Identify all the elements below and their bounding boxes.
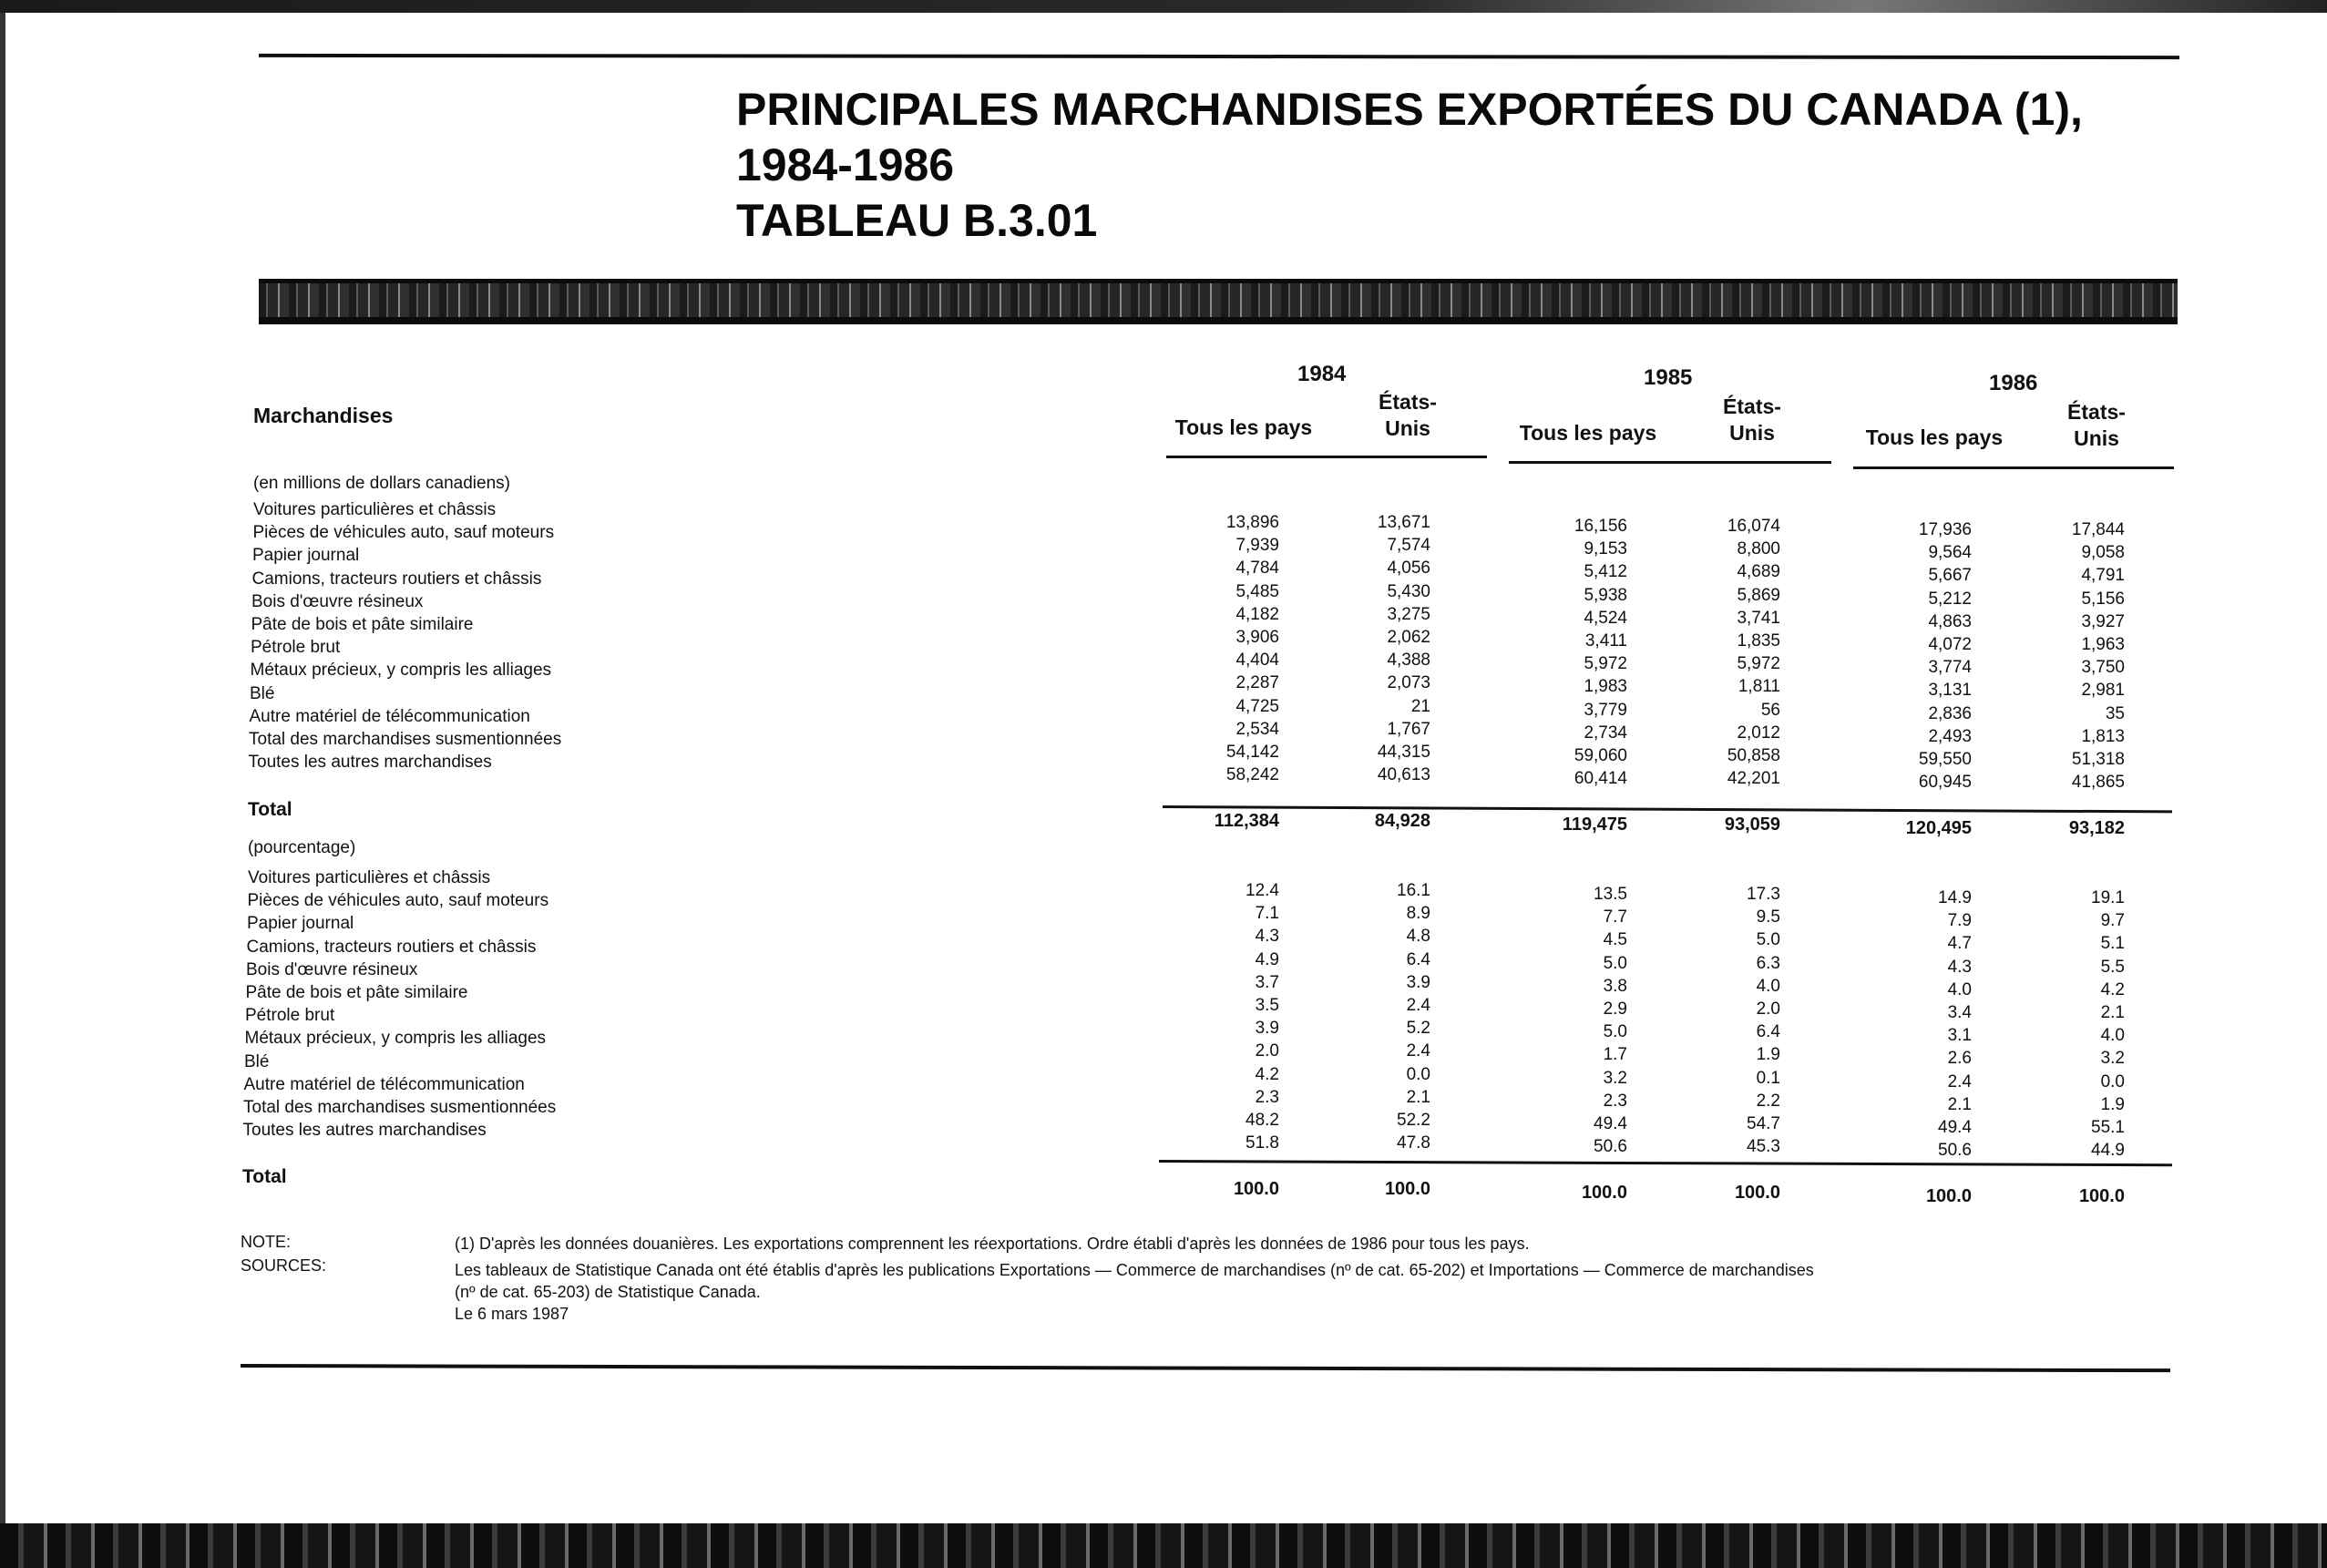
percent-cell: 2.0 <box>1255 1041 1279 1061</box>
value-cell: 2,062 <box>1387 628 1430 647</box>
col-header-us-1984 <box>1358 389 1458 442</box>
value-cell: 2,493 <box>1928 726 1972 746</box>
value-cell: 1,835 <box>1737 631 1780 651</box>
percent-cell: 2.3 <box>1603 1091 1627 1111</box>
percent-cell: 3.9 <box>1255 1019 1279 1039</box>
percent-cell: 2.6 <box>1947 1049 1972 1069</box>
value-row-label: Pièces de véhicules auto, sauf moteurs <box>252 523 555 543</box>
percent-cell: 49.4 <box>1594 1114 1627 1133</box>
percent-cell: 4.3 <box>1947 957 1972 977</box>
percent-row-label: Camions, tracteurs routiers et châssis <box>246 937 537 957</box>
value-cell: 59,550 <box>1918 750 1972 769</box>
value-cell: 5,156 <box>2081 589 2125 609</box>
value-cell: 1,767 <box>1387 719 1430 739</box>
percent-cell: 2.4 <box>1947 1071 1972 1091</box>
value-cell: 5,412 <box>1584 562 1627 582</box>
value-cell: 13,896 <box>1225 513 1279 532</box>
percent-total-label: Total <box>242 1166 287 1187</box>
percent-cell: 2.1 <box>1406 1087 1430 1107</box>
percent-cell: 12.4 <box>1246 881 1279 900</box>
value-cell: 5,667 <box>1928 566 1972 586</box>
value-unit-label: (en millions de dollars canadiens) <box>253 474 510 493</box>
percent-cell: 3.8 <box>1603 976 1627 996</box>
col-header-us-text: États-Unis <box>1723 395 1781 445</box>
scan-edge-top <box>0 0 2327 13</box>
sources-line-1: Les tableaux de Statistique Canada ont été établis d'après les publications Exportations — Commerce de marchandises (nº de cat. 65-202) et Importations — Commerce de marchandises <box>455 1261 1814 1279</box>
header-underline-1985 <box>1509 461 1831 464</box>
value-total-rule <box>1163 805 2172 813</box>
percent-cell: 6.4 <box>1406 949 1430 969</box>
value-cell: 13,671 <box>1377 513 1430 532</box>
percent-cell: 4.5 <box>1603 930 1627 950</box>
value-total-label: Total <box>248 799 292 820</box>
value-total-cell: 93,059 <box>1724 815 1780 835</box>
note-text: (1) D'après les données douanières. Les exportations comprennent les réexportations. Ordre établi d'après les données de 1986 pour tous les pays. <box>455 1235 1530 1253</box>
year-1984: 1984 <box>1297 362 1347 386</box>
value-cell: 9,058 <box>2081 543 2125 563</box>
percent-row-label: Métaux précieux, y compris les alliages <box>244 1029 547 1049</box>
col-header-us-text: États-Unis <box>1379 390 1437 440</box>
percent-cell: 3.5 <box>1255 996 1279 1015</box>
percent-row-label: Autre matériel de télécommunication <box>243 1074 525 1094</box>
percent-row-label: Papier journal <box>247 914 354 934</box>
value-cell: 2,073 <box>1387 673 1430 693</box>
percent-cell: 44.9 <box>2091 1141 2125 1161</box>
value-cell: 41,865 <box>2071 773 2125 793</box>
value-cell: 3,411 <box>1584 631 1627 651</box>
bottom-rule <box>241 1364 2170 1372</box>
value-cell: 3,741 <box>1737 608 1780 628</box>
value-cell: 3,750 <box>2081 658 2125 678</box>
top-rule <box>259 54 2179 59</box>
value-cell: 4,784 <box>1235 559 1279 579</box>
percent-cell: 5.0 <box>1756 930 1780 950</box>
percent-cell: 0.0 <box>1406 1064 1430 1084</box>
value-cell: 35 <box>2105 703 2125 723</box>
value-cell: 4,404 <box>1235 651 1279 671</box>
value-cell: 17,844 <box>2071 520 2125 539</box>
percent-cell: 2.0 <box>1756 999 1780 1019</box>
value-cell: 3,779 <box>1584 700 1627 720</box>
percent-cell: 4.0 <box>1947 979 1972 999</box>
percent-cell: 2.1 <box>1947 1094 1972 1114</box>
value-cell: 4,182 <box>1235 604 1279 624</box>
percent-cell: 47.8 <box>1397 1133 1430 1153</box>
percent-cell: 5.1 <box>2100 934 2125 954</box>
percent-cell: 17.3 <box>1747 885 1780 904</box>
value-cell: 9,153 <box>1584 539 1627 559</box>
value-cell: 16,156 <box>1574 517 1627 536</box>
value-cell: 2,981 <box>2081 681 2125 701</box>
scan-edge-left <box>0 13 5 1525</box>
percent-cell: 45.3 <box>1747 1137 1780 1157</box>
value-cell: 60,945 <box>1918 773 1972 793</box>
value-row-label: Pâte de bois et pâte similaire <box>251 615 474 634</box>
header-underline-1984 <box>1166 456 1487 458</box>
percent-cell: 19.1 <box>2091 888 2125 907</box>
value-cell: 44,315 <box>1377 743 1430 762</box>
page-title <box>736 82 2103 249</box>
col-header-all-1984: Tous les pays <box>1174 415 1313 439</box>
percent-cell: 50.6 <box>1594 1137 1627 1157</box>
title-line-2: 1984-1986 <box>736 139 955 190</box>
title-line-3: TABLEAU B.3.01 <box>736 195 1098 246</box>
header-underline-1986 <box>1853 466 2174 469</box>
value-row-label: Voitures particulières et châssis <box>253 500 497 519</box>
value-cell: 17,936 <box>1918 520 1972 539</box>
value-cell: 1,983 <box>1584 677 1627 697</box>
percent-cell: 5.5 <box>2100 957 2125 977</box>
col-header-all-1986: Tous les pays <box>1865 425 2004 449</box>
col-header-all-1985: Tous les pays <box>1519 421 1657 445</box>
value-row-label: Métaux précieux, y compris les alliages <box>250 661 552 681</box>
percent-cell: 3.7 <box>1255 972 1279 992</box>
percent-cell: 55.1 <box>2091 1118 2125 1137</box>
percent-cell: 4.8 <box>1406 927 1430 947</box>
percent-cell: 5.0 <box>1603 1022 1627 1042</box>
percent-cell: 1.9 <box>2100 1094 2125 1114</box>
percent-cell: 52.2 <box>1397 1111 1430 1130</box>
value-cell: 8,800 <box>1737 539 1780 559</box>
publication-date: Le 6 mars 1987 <box>455 1305 569 1323</box>
percent-cell: 14.9 <box>1938 888 1972 907</box>
year-1986: 1986 <box>1989 371 2038 395</box>
percent-cell: 7.9 <box>1947 911 1972 931</box>
percent-cell: 6.4 <box>1756 1022 1780 1042</box>
value-cell: 2,534 <box>1235 719 1279 739</box>
percent-cell: 2.3 <box>1255 1087 1279 1107</box>
percent-row-label: Bois d'œuvre résineux <box>246 959 418 979</box>
value-cell: 5,430 <box>1387 581 1430 601</box>
percent-cell: 5.2 <box>1406 1019 1430 1039</box>
percent-cell: 2.4 <box>1406 1041 1430 1061</box>
percent-cell: 4.2 <box>1255 1064 1279 1084</box>
percent-total-cell: 100.0 <box>1233 1179 1279 1199</box>
value-cell: 21 <box>1410 696 1430 716</box>
percent-cell: 3.2 <box>2100 1049 2125 1069</box>
percent-cell: 8.9 <box>1406 904 1430 924</box>
percent-cell: 6.3 <box>1756 953 1780 973</box>
value-cell: 4,072 <box>1928 635 1972 654</box>
scan-edge-bottom <box>0 1523 2327 1568</box>
percent-cell: 4.9 <box>1255 949 1279 969</box>
value-cell: 60,414 <box>1574 769 1627 789</box>
value-cell: 42,201 <box>1727 769 1780 789</box>
value-total-cell: 120,495 <box>1905 818 1972 838</box>
col-header-us-1986 <box>2046 399 2147 452</box>
value-cell: 4,524 <box>1584 608 1627 628</box>
percent-row-label: Pétrole brut <box>245 1006 335 1026</box>
value-cell: 9,564 <box>1928 543 1972 563</box>
value-cell: 4,388 <box>1387 651 1430 671</box>
percent-row-label: Pâte de bois et pâte similaire <box>245 983 468 1002</box>
value-row-label: Bois d'œuvre résineux <box>251 591 424 611</box>
value-cell: 2,836 <box>1928 703 1972 723</box>
percent-cell: 48.2 <box>1246 1111 1279 1130</box>
value-cell: 3,927 <box>2081 611 2125 631</box>
percent-total-cell: 100.0 <box>2078 1186 2125 1206</box>
percent-cell: 4.0 <box>2100 1026 2125 1046</box>
value-cell: 1,963 <box>2081 635 2125 654</box>
percent-cell: 13.5 <box>1594 885 1627 904</box>
value-cell: 1,813 <box>2081 726 2125 746</box>
value-cell: 7,939 <box>1235 536 1279 556</box>
percent-cell: 51.8 <box>1246 1133 1279 1153</box>
value-cell: 54,142 <box>1225 743 1279 762</box>
note-label: NOTE: <box>241 1233 292 1251</box>
value-cell: 4,725 <box>1235 696 1279 716</box>
value-cell: 40,613 <box>1377 765 1430 785</box>
value-cell: 7,574 <box>1387 536 1430 556</box>
percent-cell: 2.9 <box>1603 999 1627 1019</box>
value-cell: 5,938 <box>1584 585 1627 605</box>
percent-cell: 4.2 <box>2100 979 2125 999</box>
decorative-banner <box>259 279 2178 324</box>
value-cell: 5,485 <box>1235 581 1279 601</box>
percent-row-label: Toutes les autres marchandises <box>242 1121 487 1141</box>
percent-cell: 49.4 <box>1938 1118 1972 1137</box>
value-row-label: Pétrole brut <box>251 638 341 658</box>
value-cell: 3,131 <box>1928 681 1972 701</box>
percent-cell: 9.7 <box>2100 911 2125 931</box>
value-cell: 3,774 <box>1928 658 1972 678</box>
percent-cell: 7.7 <box>1603 907 1627 927</box>
percent-total-cell: 100.0 <box>1581 1183 1627 1203</box>
value-cell: 4,863 <box>1928 611 1972 631</box>
percent-cell: 0.1 <box>1756 1068 1780 1088</box>
value-cell: 4,689 <box>1737 562 1780 582</box>
value-cell: 16,074 <box>1727 517 1780 536</box>
percent-cell: 5.0 <box>1603 953 1627 973</box>
value-cell: 51,318 <box>2071 750 2125 769</box>
percent-cell: 7.1 <box>1255 904 1279 924</box>
percent-total-cell: 100.0 <box>1734 1183 1780 1203</box>
value-cell: 2,287 <box>1235 673 1279 693</box>
value-total-cell: 119,475 <box>1562 815 1627 835</box>
percent-cell: 2.1 <box>2100 1003 2125 1022</box>
percent-row-label: Pièces de véhicules auto, sauf moteurs <box>247 891 549 911</box>
value-cell: 3,275 <box>1387 604 1430 624</box>
value-cell: 2,734 <box>1584 723 1627 743</box>
percent-cell: 1.9 <box>1756 1045 1780 1065</box>
percent-cell: 3.2 <box>1603 1068 1627 1088</box>
percent-label: (pourcentage) <box>248 838 356 857</box>
sources-line-2: (nº de cat. 65-203) de Statistique Canada. <box>455 1283 761 1301</box>
percent-cell: 16.1 <box>1397 881 1430 900</box>
percent-cell: 3.4 <box>1947 1003 1972 1022</box>
value-cell: 4,791 <box>2081 566 2125 586</box>
percent-cell: 54.7 <box>1747 1114 1780 1133</box>
value-total-cell: 112,384 <box>1214 811 1279 831</box>
value-row-label: Toutes les autres marchandises <box>248 753 492 773</box>
col-header-us-1985 <box>1702 394 1802 446</box>
percent-cell: 4.0 <box>1756 976 1780 996</box>
title-line-1: PRINCIPALES MARCHANDISES EXPORTÉES DU CANADA (1), <box>736 84 2083 135</box>
value-cell: 3,906 <box>1235 628 1279 647</box>
row-header: Marchandises <box>253 404 394 427</box>
value-row-label: Total des marchandises susmentionnées <box>249 730 562 749</box>
percent-cell: 1.7 <box>1603 1045 1627 1065</box>
percent-row-label: Blé <box>244 1051 270 1071</box>
value-cell: 5,972 <box>1584 654 1627 674</box>
value-cell: 2,012 <box>1737 723 1780 743</box>
value-row-label: Camions, tracteurs routiers et châssis <box>251 569 542 589</box>
sources-label: SOURCES: <box>241 1256 327 1275</box>
value-row-label: Blé <box>250 683 275 703</box>
percent-cell: 50.6 <box>1938 1141 1972 1161</box>
percent-cell: 2.4 <box>1406 996 1430 1015</box>
percent-cell: 9.5 <box>1756 907 1780 927</box>
percent-total-cell: 100.0 <box>1925 1186 1972 1206</box>
percent-total-rule <box>1159 1160 2172 1166</box>
value-cell: 5,212 <box>1928 589 1972 609</box>
value-cell: 59,060 <box>1574 746 1627 765</box>
percent-cell: 4.7 <box>1947 934 1972 954</box>
value-total-cell: 84,928 <box>1374 811 1430 831</box>
value-cell: 4,056 <box>1387 559 1430 579</box>
value-cell: 5,869 <box>1737 585 1780 605</box>
percent-cell: 4.3 <box>1255 927 1279 947</box>
value-cell: 58,242 <box>1225 765 1279 785</box>
value-total-cell: 93,182 <box>2068 818 2125 838</box>
percent-cell: 0.0 <box>2100 1071 2125 1091</box>
value-cell: 1,811 <box>1738 677 1780 697</box>
value-cell: 5,972 <box>1737 654 1780 674</box>
percent-row-label: Total des marchandises susmentionnées <box>243 1098 557 1117</box>
percent-total-cell: 100.0 <box>1384 1179 1430 1199</box>
year-1985: 1985 <box>1644 365 1693 390</box>
percent-cell: 2.2 <box>1756 1091 1780 1111</box>
value-cell: 56 <box>1760 700 1780 720</box>
percent-row-label: Voitures particulières et châssis <box>248 868 491 887</box>
value-cell: 50,858 <box>1727 746 1780 765</box>
col-header-us-text: États-Unis <box>2067 400 2126 450</box>
value-row-label: Autre matériel de télécommunication <box>249 706 530 726</box>
percent-cell: 3.1 <box>1947 1026 1972 1046</box>
value-row-label: Papier journal <box>252 546 360 566</box>
percent-cell: 3.9 <box>1406 972 1430 992</box>
